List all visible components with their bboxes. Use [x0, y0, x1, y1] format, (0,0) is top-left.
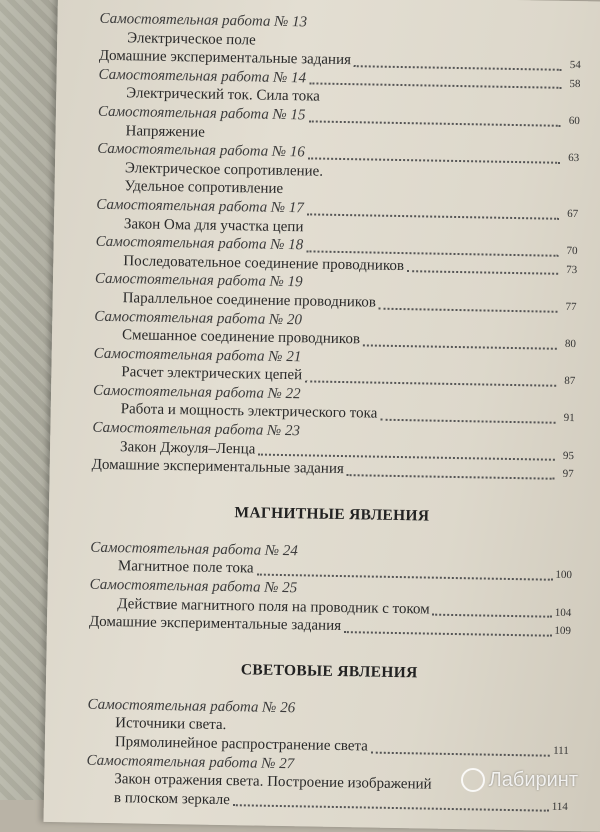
toc-entry-title: Удельное сопротивление: [124, 178, 284, 198]
work-heading: Самостоятельная работа № 21: [93, 345, 302, 365]
page-number: 104: [554, 606, 572, 619]
dot-leader: [308, 156, 560, 163]
toc-entry-title: Домашние экспериментальные задания: [91, 456, 344, 478]
toc-entry-title: Домашние экспериментальные задания: [88, 613, 342, 635]
page-number: 111: [553, 744, 569, 758]
dot-leader: [305, 379, 556, 386]
toc-entry-title: в плоском зеркале: [113, 789, 231, 808]
dot-leader: [307, 212, 559, 219]
toc-block-electric: [92, 11, 582, 484]
dot-leader: [371, 750, 550, 756]
dot-leader: [354, 64, 562, 71]
toc-entry-title: Действие магнитного поля на проводник с током: [117, 595, 430, 618]
work-heading: Самостоятельная работа № 18: [95, 233, 304, 254]
page-number: 109: [554, 624, 572, 638]
page-number: 70: [566, 245, 578, 258]
toc-entry-title: Электрический ток. Сила тока: [126, 85, 321, 105]
page-number: 87: [564, 375, 576, 388]
page-number: 63: [568, 152, 580, 165]
toc-entry-title: Электрическое поле: [127, 29, 256, 49]
page-number: 73: [566, 263, 578, 276]
toc-entry-title: Закон отражения света. Построение изображений: [114, 771, 432, 793]
work-heading: Самостоятельная работа № 25: [89, 576, 298, 597]
toc-entry-title: Электрическое сопротивление.: [124, 159, 324, 180]
toc-entry-title: Работа и мощность электрического тока: [120, 401, 378, 423]
dot-leader: [380, 418, 555, 424]
toc-entry-title: Закон Ома для участка цепи: [123, 215, 304, 235]
watermark-text: Лабиринт: [488, 768, 578, 791]
work-heading: Самостоятельная работа № 15: [97, 103, 306, 124]
toc-entry-title: Магнитное поле тока: [117, 558, 254, 577]
toc-entry-title: Источники света.: [115, 715, 227, 734]
page-number: 91: [563, 412, 575, 425]
toc-entry-title: Последовательное соединение проводников: [123, 252, 405, 274]
dot-leader: [363, 343, 557, 349]
toc-entry-title: Параллельное соединение проводников: [122, 290, 377, 311]
dot-leader: [379, 306, 558, 312]
page-number: 77: [565, 300, 577, 314]
toc-entry-title: Смешанное соединение проводников: [121, 327, 361, 348]
labirint-logo-icon: [461, 768, 485, 792]
toc-block-light: [86, 696, 570, 816]
dot-leader: [309, 82, 561, 89]
book-page: [44, 0, 600, 832]
work-heading: Самостоятельная работа № 13: [99, 10, 308, 31]
section-title-magnetic: МАГНИТНЫЕ ЯВЛЕНИЯ: [234, 504, 430, 525]
page-number: 100: [555, 569, 572, 582]
toc-entry-title: Закон Джоуля–Ленца: [119, 438, 256, 458]
section-title-light: СВЕТОВЫЕ ЯВЛЕНИЯ: [240, 661, 418, 682]
dot-leader: [344, 630, 551, 637]
page-number: 60: [568, 114, 580, 128]
page-number: 80: [564, 337, 577, 351]
dot-leader: [407, 269, 558, 275]
page-number: 67: [567, 207, 579, 221]
work-heading: Самостоятельная работа № 20: [94, 308, 303, 328]
work-heading: Самостоятельная работа № 19: [94, 271, 303, 291]
work-heading: Самостоятельная работа № 16: [97, 140, 305, 161]
dot-leader: [308, 119, 560, 126]
dot-leader: [433, 613, 552, 618]
toc-entry-title: Напряжение: [125, 122, 205, 141]
page-number: 95: [562, 449, 575, 462]
toc-entry-title: Прямолинейное распространение света: [114, 734, 369, 755]
work-heading: Самостоятельная работа № 23: [92, 419, 301, 440]
page-number: 114: [551, 800, 568, 813]
page-number: 58: [569, 77, 581, 90]
page-number: 54: [569, 59, 581, 72]
dot-leader: [347, 473, 555, 480]
page-number: 97: [562, 468, 574, 481]
dot-leader: [306, 249, 558, 256]
dot-leader: [233, 804, 549, 813]
labirint-watermark: [461, 768, 578, 792]
work-heading: Самостоятельная работа № 22: [92, 382, 301, 403]
work-heading: Самостоятельная работа № 17: [96, 196, 305, 217]
toc-block-magnetic: [89, 539, 573, 640]
toc-entry-title: Домашние экспериментальные задания: [98, 47, 352, 69]
work-heading: Самостоятельная работа № 26: [87, 696, 296, 717]
table-of-contents: [86, 11, 582, 817]
toc-entry-title: Расчет электрических цепей: [121, 364, 303, 384]
work-heading: Самостоятельная работа № 14: [98, 66, 307, 87]
work-heading: Самостоятельная работа № 24: [90, 539, 299, 560]
work-heading: Самостоятельная работа № 27: [86, 752, 295, 772]
